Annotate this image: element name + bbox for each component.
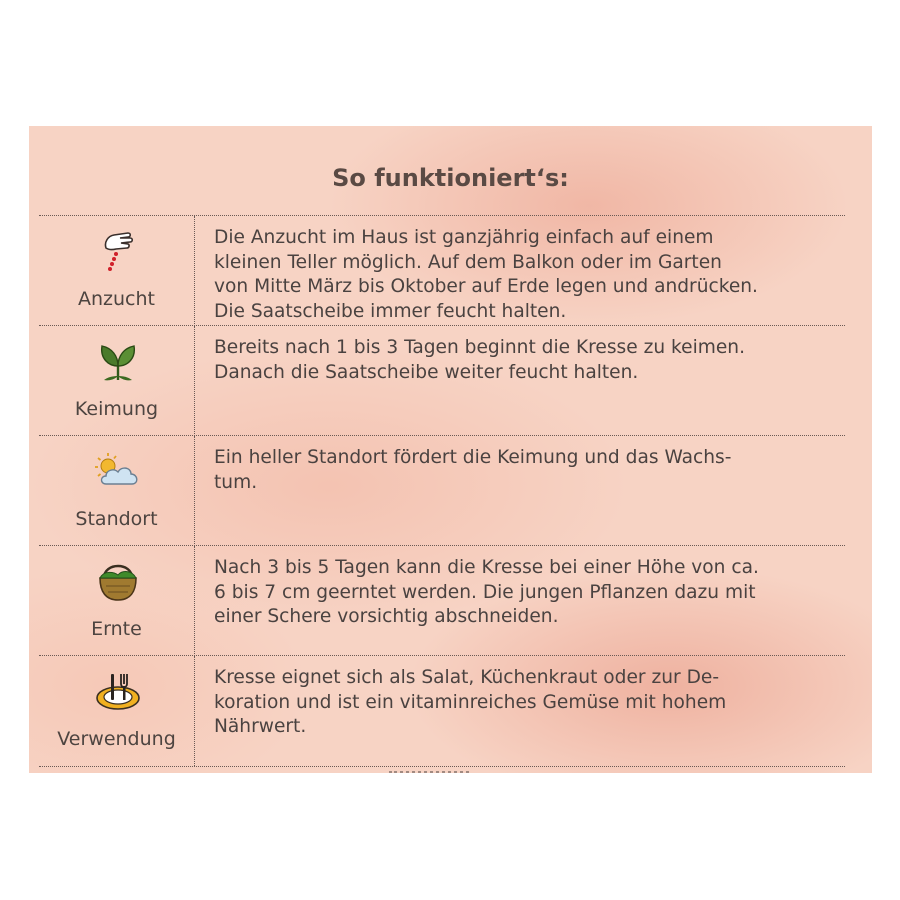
row-label: Standort bbox=[75, 508, 158, 530]
sun-cloud-icon bbox=[94, 446, 142, 494]
row-text: Die Anzucht im Haus ist ganzjährig einfach auf einem kleinen Teller möglich. Auf dem Balkon oder im Garten von Mitte März bis Oktober auf Erde legen und andrücken. Die Saatscheibe immer feucht halten. bbox=[214, 227, 758, 322]
instruction-row-ernte bbox=[39, 545, 845, 656]
card-title: So funktioniert‘s: bbox=[332, 164, 569, 192]
row-label: Ernte bbox=[91, 618, 142, 640]
icon-cell bbox=[39, 326, 195, 436]
seedling-icon bbox=[94, 336, 142, 384]
row-text: Nach 3 bis 5 Tagen kann die Kresse bei einer Höhe von ca. 6 bis 7 cm geerntet werden. Die jungen Pflanzen dazu mit einer Schere vorsichtig abschneiden. bbox=[214, 557, 759, 627]
row-label: Keimung bbox=[74, 398, 159, 420]
icon-cell bbox=[39, 436, 195, 546]
row-text: Kresse eignet sich als Salat, Küchenkraut oder zur De- koration und ist ein vitaminreiches Gemüse mit hohem Nährwert. bbox=[214, 667, 727, 737]
row-label: Anzucht bbox=[78, 288, 155, 310]
row-text: Bereits nach 1 bis 3 Tagen beginnt die Kresse zu keimen. Danach die Saatscheibe weiter feucht halten. bbox=[214, 337, 745, 383]
instruction-row-standort bbox=[39, 435, 845, 546]
instruction-row-verwendung bbox=[39, 655, 845, 767]
instruction-card bbox=[29, 126, 872, 773]
icon-cell bbox=[39, 656, 195, 766]
plate-cutlery-icon bbox=[94, 666, 142, 714]
harvest-basket-icon bbox=[94, 556, 142, 604]
instruction-row-keimung bbox=[39, 325, 845, 436]
row-text: Ein heller Standort fördert die Keimung und das Wachs- tum. bbox=[214, 447, 732, 493]
icon-cell bbox=[39, 216, 195, 326]
instruction-row-anzucht bbox=[39, 215, 845, 326]
icon-cell bbox=[39, 546, 195, 656]
hand-sowing-icon bbox=[94, 226, 142, 274]
row-label: Verwendung bbox=[57, 728, 176, 750]
cut-off-text-remnant bbox=[389, 771, 469, 773]
